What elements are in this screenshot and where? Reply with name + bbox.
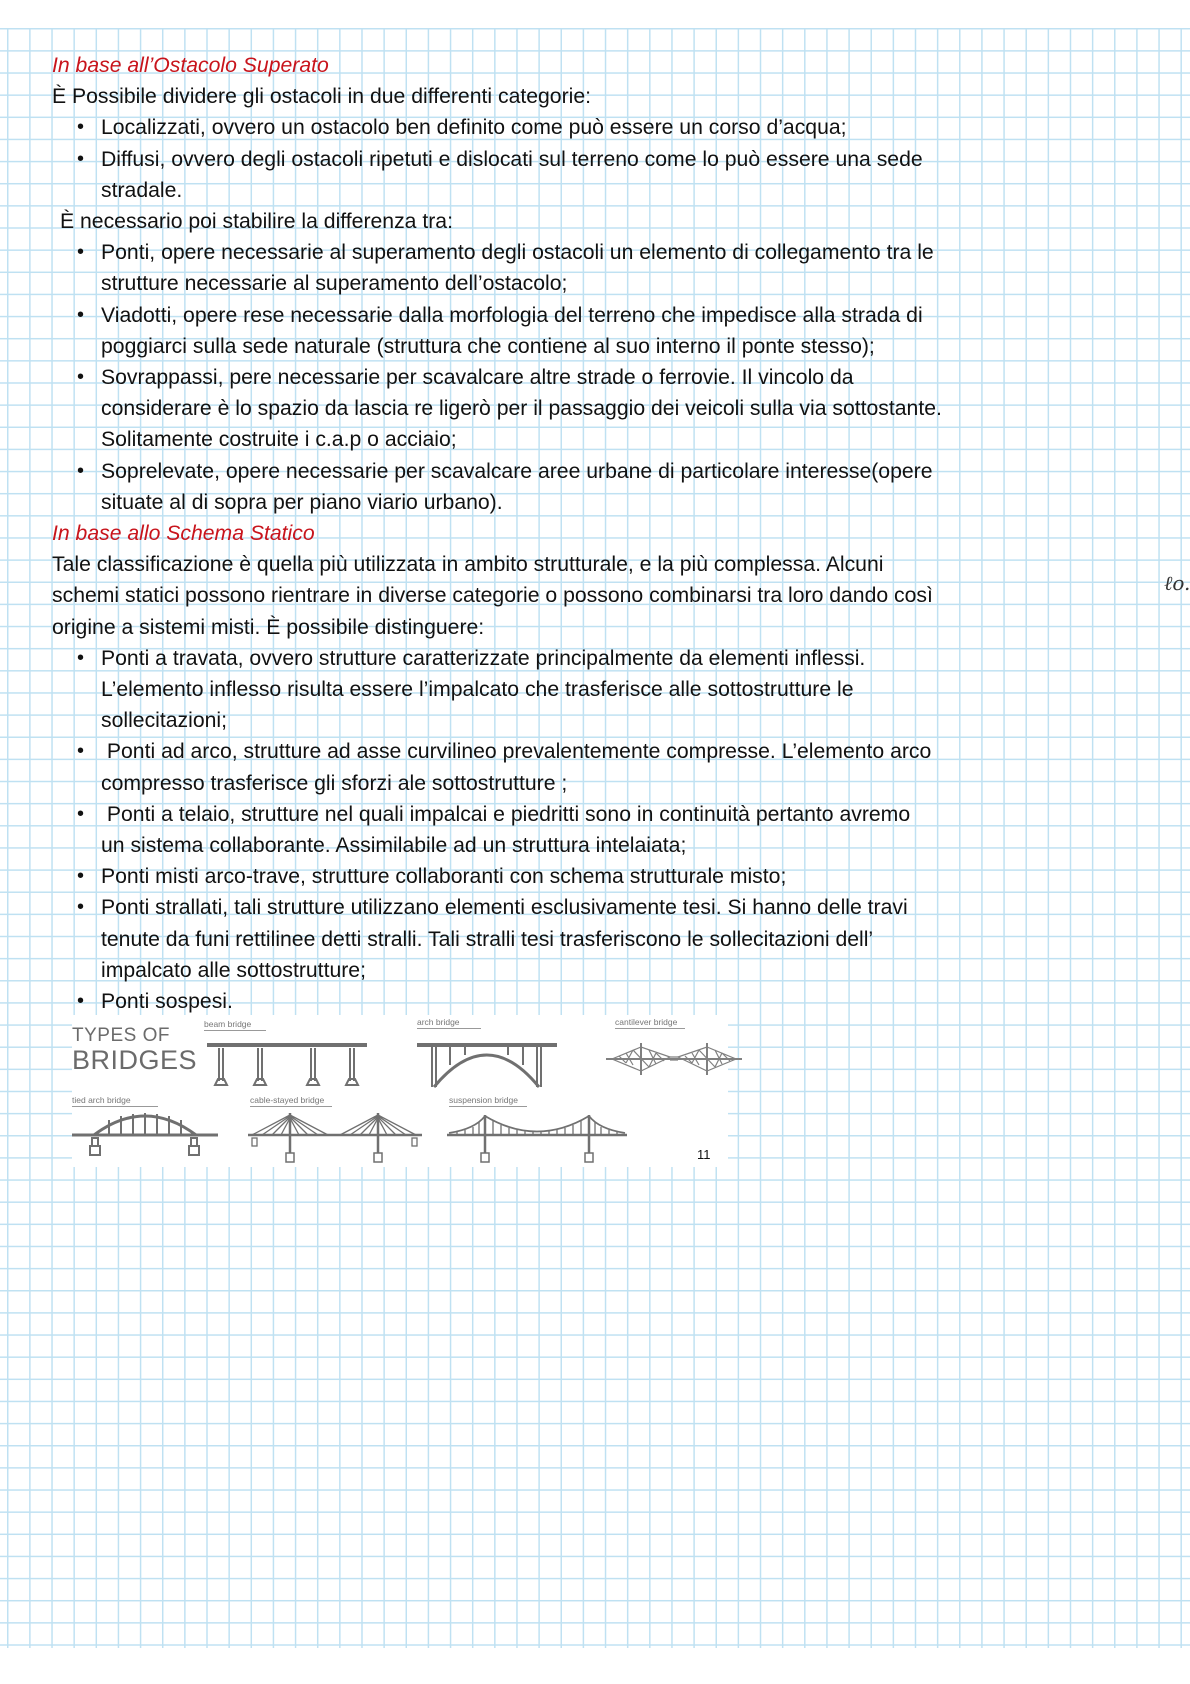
paragraph-differenza: È necessario poi stabilire la differenza tra:: [60, 210, 453, 234]
bullet-list-ostacoli: [52, 112, 1032, 206]
tied-arch-bridge-icon: [72, 1111, 220, 1161]
bullet-icon: •: [77, 303, 85, 326]
list-item: • Ponti misti arco-trave, strutture collaboranti con schema strutturale misto;: [101, 861, 1032, 892]
bullet-icon: •: [77, 241, 85, 264]
list-item: • Ponti a telaio, strutture nel quali impalcai e piedritti sono in continuità pertanto avremo un sistema collaborante. Assimilabile ad un struttura intelaiata;: [101, 799, 1032, 861]
bullet-icon: •: [77, 147, 85, 170]
cantilever-bridge-icon: [604, 1039, 744, 1079]
list-item: • Ponti sospesi.: [101, 986, 1032, 1017]
bullet-list-schemi: [52, 643, 1032, 1017]
list-item: • Soprelevate, opere necessarie per scavalcare aree urbane di particolare interesse(opere situate al di sopra per piano viario urbano).: [101, 456, 1032, 518]
label-beam-bridge: beam bridge: [204, 1019, 266, 1031]
bullet-icon: •: [77, 366, 85, 389]
bullet-icon: •: [77, 865, 85, 888]
label-tied-arch-bridge: tied arch bridge: [72, 1095, 158, 1107]
list-item: • Localizzati, ovvero un ostacolo ben definito come può essere un corso d’acqua;: [101, 112, 1032, 143]
label-cable-stayed-bridge: cable-stayed bridge: [250, 1095, 332, 1107]
document-body: [52, 50, 1032, 1017]
handwritten-margin-mark: ℓo.: [1164, 571, 1190, 595]
label-suspension-bridge: suspension bridge: [449, 1095, 527, 1107]
bullet-icon: •: [77, 896, 85, 919]
list-item: • Ponti a travata, ovvero strutture caratterizzate principalmente da elementi inflessi. L’elemento inflesso risulta essere l’impalcato che trasferisce alle sottostrutture le sollecitazioni;: [101, 643, 1032, 737]
bullet-icon: •: [77, 646, 85, 669]
types-of-bridges-figure: [72, 1015, 728, 1167]
list-item: • Sovrappassi, pere necessarie per scavalcare altre strade o ferrovie. Il vincolo da considerare è lo spazio da lascia re ligerò per il passaggio dei veicoli sulla via sottostante. Solitamente costruite i c.a.p o acciaio;: [101, 362, 1032, 456]
paragraph-intro: È Possibile dividere gli ostacoli in due differenti categorie:: [52, 85, 592, 109]
figure-title-line1: TYPES OF: [72, 1025, 170, 1046]
paragraph-classificazione: Tale classificazione è quella più utilizzata in ambito strutturale, e la più complessa. Alcuni schemi statici possono rientrare in diverse categorie o possono combinarsi tra loro dando così origine a sistemi misti. È possibile distinguere:: [52, 553, 933, 639]
list-item: • Ponti strallati, tali strutture utilizzano elementi esclusivamente tesi. Si hanno delle travi tenute da funi rettilinee detti stralli. Tali stralli tesi trasferiscono le sollecitazioni dell’ impalcato alle sottostrutture;: [101, 892, 1032, 986]
list-item: • Ponti, opere necessarie al superamento degli ostacoli un elemento di collegamento tra le strutture necessarie al superamento dell’ostacolo;: [101, 237, 1032, 299]
label-arch-bridge: arch bridge: [417, 1017, 481, 1029]
section-heading-ostacolo: In base all’Ostacolo Superato: [52, 54, 329, 77]
list-item: • Viadotti, opere rese necessarie dalla morfologia del terreno che impedisce alla strada di poggiarci sulla sede naturale (struttura che contiene al suo interno il ponte stesso);: [101, 300, 1032, 362]
bullet-icon: •: [77, 459, 85, 482]
bullet-icon: •: [77, 116, 85, 139]
beam-bridge-icon: [202, 1035, 372, 1091]
section-heading-schema-statico: In base allo Schema Statico: [52, 522, 315, 546]
bullet-icon: •: [77, 990, 85, 1013]
cable-stayed-bridge-icon: [248, 1109, 423, 1163]
list-item: • Diffusi, ovvero degli ostacoli ripetuti e dislocati sul terreno come lo può essere una sede stradale.: [101, 144, 1032, 206]
bullet-icon: •: [77, 802, 85, 825]
suspension-bridge-icon: [447, 1111, 629, 1163]
arch-bridge-icon: [412, 1035, 562, 1091]
page-number: 11: [697, 1147, 711, 1162]
bullet-list-opere: [52, 237, 1032, 518]
figure-title-line2: BRIDGES: [72, 1045, 198, 1075]
list-item: • Ponti ad arco, strutture ad asse curvilineo prevalentemente compresse. L’elemento arco compresso trasferisce gli sforzi ale sottostrutture ;: [101, 736, 1032, 798]
label-cantilever-bridge: cantilever bridge: [615, 1017, 685, 1029]
bullet-icon: •: [77, 740, 85, 763]
